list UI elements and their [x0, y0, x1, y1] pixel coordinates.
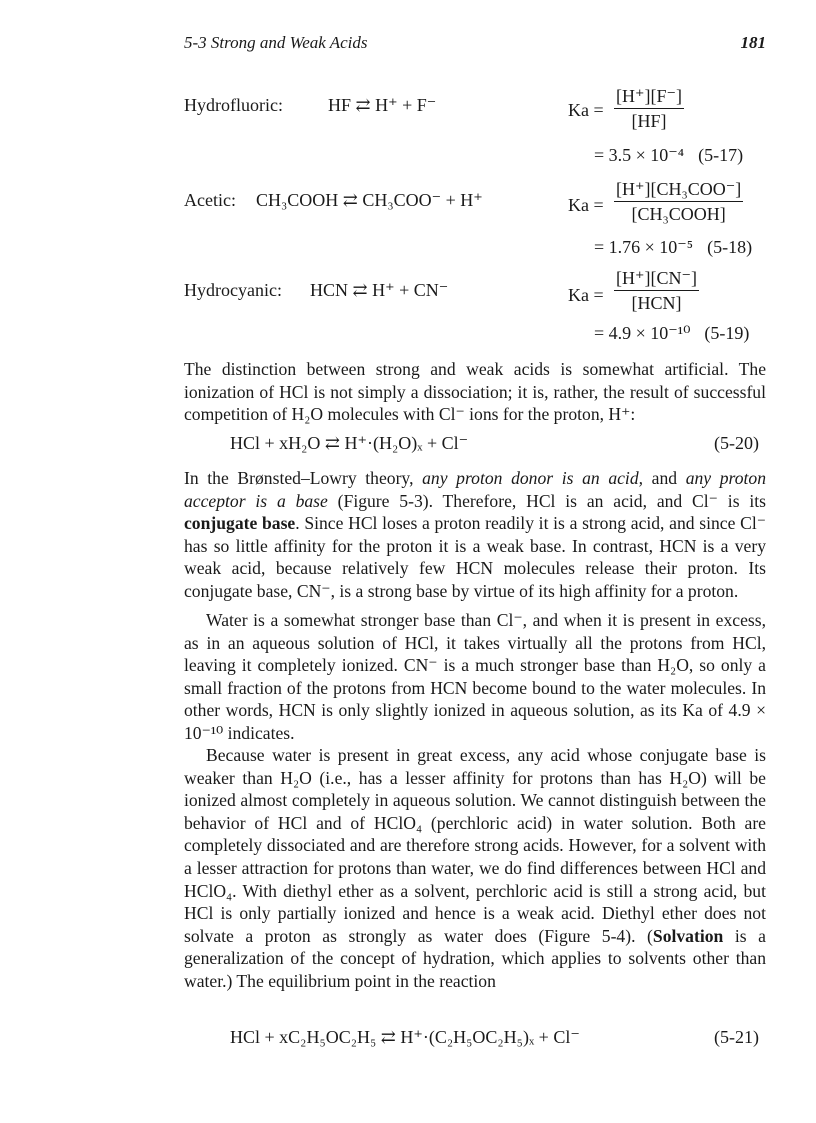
page-number: 181 [740, 33, 766, 52]
acid-name: Hydrofluoric: [184, 95, 283, 115]
equation-5-21-number: (5-21) [714, 1027, 759, 1047]
bold-term-solvation: Solvation [652, 925, 724, 946]
ka-symbol: Ka = [568, 100, 604, 120]
ka-fraction [614, 86, 684, 132]
text-run: is a generalization of the concept of hydration, which applies to solvents other than water.) The equilibrium point in the reaction [184, 925, 766, 991]
paragraph-text [184, 467, 766, 603]
body-paragraph-2 [184, 467, 766, 603]
running-head [184, 33, 766, 53]
paragraph-text [184, 744, 766, 993]
italic-definition-acid: any proton donor is an acid, [422, 468, 644, 488]
text-run: In the Brønsted–Lowry theory, [184, 468, 423, 488]
ka-numerator: [H⁺][F⁻] [614, 86, 684, 109]
equation-5-21: HCl + xC₂H₅OC₂H₅ ⇄ H⁺·(C₂H₅OC₂H₅)ₓ + Cl⁻ [230, 1027, 580, 1047]
ka-value-line [594, 237, 752, 258]
text-run: and [643, 468, 686, 488]
reaction-equation: HCN ⇄ H⁺ + CN⁻ [310, 280, 449, 300]
acid-name: Acetic: [184, 190, 236, 210]
ka-value-line [594, 145, 743, 166]
ka-value: = 3.5 × 10⁻⁴ [594, 145, 685, 165]
equation-number: (5-17) [698, 145, 744, 165]
equation-5-20: HCl + xH₂O ⇄ H⁺·(H₂O)ₓ + Cl⁻ [230, 433, 469, 453]
bold-term-conjugate-base: conjugate base [184, 513, 296, 534]
paragraph-text: Water is a somewhat stronger base than Cl⁻, and when it is present in excess, as in an aqueous solution of HCl, it takes virtually all the protons from HCl, leaving it completely ionized. CN⁻ is a much stronger base than H₂O, so only a small fraction of the protons from HCN become bound to the water molecules. In other words, HCN is only slightly ionized in aqueous solution, as its Ka of 4.9 × 10⁻¹⁰ indicates. [184, 610, 766, 743]
body-paragraph-3 [184, 609, 766, 745]
italic-definition-base: any proton acceptor is a base [184, 468, 766, 511]
ka-numerator: [H⁺][CN⁻] [614, 268, 699, 291]
ka-value: = 1.76 × 10⁻⁵ [594, 237, 694, 257]
ka-fraction [614, 179, 743, 225]
paragraph-text: The distinction between strong and weak acids is somewhat artificial. The ionization of HCl is not simply a dissociation; it is, rather, the result of successful competition of H₂O molecules with Cl⁻ ions for the proton, H⁺: [184, 359, 766, 425]
ka-symbol: Ka = [568, 195, 604, 215]
equation-5-20-number: (5-20) [714, 433, 759, 453]
ka-value: = 4.9 × 10⁻¹⁰ [594, 323, 691, 343]
reaction-equation: HF ⇄ H⁺ + F⁻ [328, 95, 437, 115]
acid-name: Hydrocyanic: [184, 280, 282, 300]
ka-denominator: [HCN] [631, 293, 682, 313]
ka-value-line [594, 323, 749, 344]
body-paragraph-1 [184, 358, 766, 426]
ka-denominator: [HF] [631, 111, 667, 131]
ka-denominator: [CH₃COOH] [631, 204, 726, 224]
ka-symbol: Ka = [568, 285, 604, 305]
text-run: (Figure 5-3). Therefore, HCl is an acid, and Cl⁻ is its [327, 490, 766, 511]
text-run: Because water is present in great excess, any acid whose conjugate base is weaker than H₂O (i.e., has a lesser affinity for protons than has H₂O) will be ionized almost completely in aqueous solution. We cannot distinguish between the behavior of HCl and of HClO₄ (perchloric acid) in water solution. Both are completely dissociated and are therefore strong acids. However, for a solvent with a lesser attraction for protons than water, we do find differences between HCl and HClO₄. With diethyl ether as a solvent, perchloric acid is still a strong acid, but HCl is only partially ionized and hence is a weak acid. Diethyl ether does not solvate a proton as strongly as water does (Figure 5-4). ( [184, 745, 766, 946]
equation-number: (5-19) [704, 323, 750, 343]
equation-number: (5-18) [707, 237, 753, 257]
ka-fraction [614, 268, 699, 314]
section-title: 5-3 Strong and Weak Acids [184, 33, 368, 52]
ka-numerator: [H⁺][CH₃COO⁻] [614, 179, 743, 202]
reaction-equation: CH₃COOH ⇄ CH₃COO⁻ + H⁺ [256, 190, 483, 210]
text-run: . Since HCl loses a proton readily it is a strong acid, and since Cl⁻ has so little affinity for the proton it is a weak base. In contrast, HCN is a very weak acid, because relatively few HCN molecules release their proton. Its conjugate base, CN⁻, is a strong base by virtue of its high affinity for a proton. [184, 513, 766, 601]
body-paragraph-4 [184, 744, 766, 993]
